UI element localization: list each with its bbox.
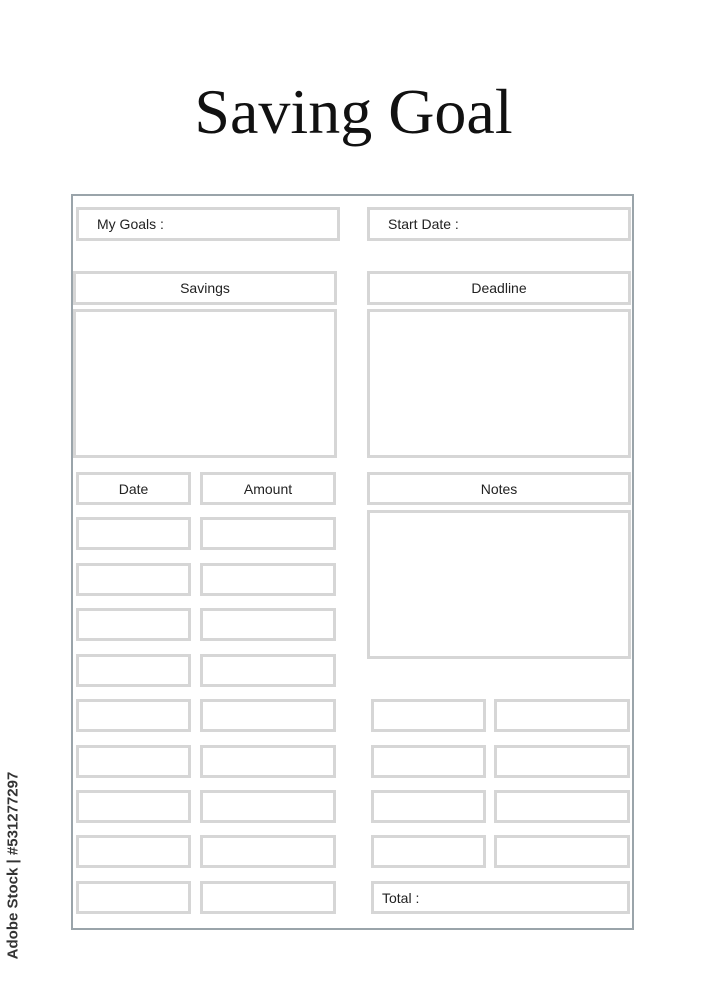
amount-cell[interactable]	[200, 745, 336, 778]
date-cell[interactable]	[76, 881, 191, 914]
amount-column-header	[200, 472, 336, 505]
stock-watermark	[0, 770, 26, 960]
amount-cell[interactable]	[200, 790, 336, 823]
summary-cell[interactable]	[494, 699, 630, 732]
date-cell[interactable]	[76, 745, 191, 778]
deadline-label: Deadline	[471, 280, 527, 296]
notes-box[interactable]	[367, 510, 631, 659]
summary-cell[interactable]	[494, 745, 630, 778]
my-goals-field[interactable]	[76, 207, 340, 241]
date-cell[interactable]	[76, 563, 191, 596]
amount-cell[interactable]	[200, 654, 336, 687]
savings-header	[73, 271, 337, 305]
amount-cell[interactable]	[200, 835, 336, 868]
savings-label: Savings	[180, 280, 230, 296]
amount-cell[interactable]	[200, 517, 336, 550]
date-column-label: Date	[118, 480, 149, 497]
summary-cell[interactable]	[371, 745, 486, 778]
date-cell[interactable]	[76, 699, 191, 732]
date-cell[interactable]	[76, 517, 191, 550]
page-title: Saving Goal	[194, 76, 513, 147]
start-date-field[interactable]	[367, 207, 631, 241]
start-date-label: Start Date :	[388, 216, 459, 232]
summary-cell[interactable]	[494, 835, 630, 868]
date-cell[interactable]	[76, 790, 191, 823]
notes-label: Notes	[480, 480, 518, 497]
amount-cell[interactable]	[200, 608, 336, 641]
date-column-header	[76, 472, 191, 505]
date-cell[interactable]	[76, 835, 191, 868]
date-cell[interactable]	[76, 654, 191, 687]
summary-cell[interactable]	[371, 699, 486, 732]
amount-column-label: Amount	[243, 480, 293, 497]
deadline-header	[367, 271, 631, 305]
summary-cell[interactable]	[371, 790, 486, 823]
summary-cell[interactable]	[494, 790, 630, 823]
savings-box[interactable]	[73, 309, 337, 458]
amount-cell[interactable]	[200, 563, 336, 596]
total-field[interactable]	[371, 881, 630, 914]
stock-id-text: Adobe Stock | #531277297	[4, 771, 22, 959]
summary-cell[interactable]	[371, 835, 486, 868]
deadline-box[interactable]	[367, 309, 631, 458]
my-goals-label: My Goals :	[97, 216, 164, 232]
date-cell[interactable]	[76, 608, 191, 641]
amount-cell[interactable]	[200, 881, 336, 914]
total-label: Total :	[382, 889, 420, 906]
amount-cell[interactable]	[200, 699, 336, 732]
notes-header	[367, 472, 631, 505]
